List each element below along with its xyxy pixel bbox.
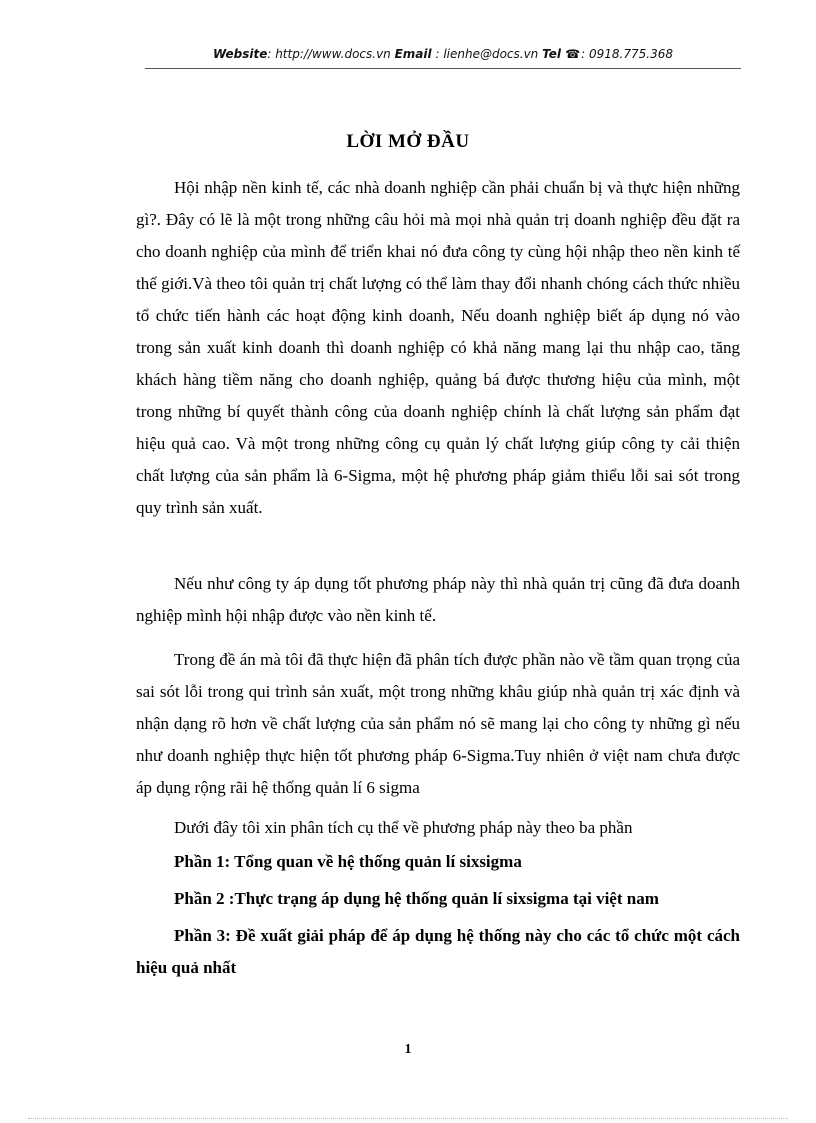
website-url: : http://www.docs.vn	[267, 47, 395, 61]
page-title: LỜI MỞ ĐẦU	[346, 131, 470, 152]
tel-label: Tel	[542, 47, 566, 61]
page-number: 1	[404, 1042, 412, 1057]
part-1-heading: Phần 1: Tổng quan về hệ thống quản lí sixsigma	[174, 852, 522, 871]
email-label: Email	[394, 47, 432, 61]
phone-icon: ☎	[565, 47, 581, 61]
phone-number: : 0918.775.368	[581, 47, 673, 61]
paragraph-project: Trong đề án mà tôi đã thực hiện đã phân tích được phần nào về tầm quan trọng của sai sót lỗi trong qui trình sản xuất, một trong những khâu giúp nhà quản trị xác định và nhận dạng rõ hơn về chất lượng của sản phẩm nó sẽ mang lại cho công ty những gì nếu như doanh nghiệp thực hiện tốt phương pháp 6-Sigma.Tuy nhiên ở việt nam chưa được áp dụng rộng rãi hệ thống quản lí 6 sigma	[136, 650, 740, 797]
website-label: Website	[213, 47, 268, 61]
header-divider	[145, 68, 741, 69]
paragraph-intro: Hội nhập nền kinh tế, các nhà doanh nghiệp cần phải chuẩn bị và thực hiện những gì?. Đây có lẽ là một trong những câu hỏi mà mọi nhà quản trị doanh nghiệp đều đặt ra cho doanh nghiệp của mình để triển khai nó đưa công ty cùng hội nhập theo nền kinh tế thế giới.Và theo tôi quản trị chất lượng có thể làm thay đổi nhanh chóng cách thức nhiều tổ chức tiến hành các hoạt động kinh doanh, Nếu doanh nghiệp biết áp dụng nó vào trong sản xuất kinh doanh thì doanh nghiệp có khả năng mang lại thu nhập cao, tăng khách hàng tiềm năng cho doanh nghiệp, quảng bá được thương hiệu của mình, một trong những bí quyết thành công của doanh nghiệp chính là chất lượng sản phẩm đạt hiệu quả cao. Và một trong những công cụ quản lý chất lượng giúp công ty cải thiện chất lượng của sản phẩm là 6-Sigma, một hệ phương pháp giảm thiểu lỗi sai sót trong quy trình sản xuất.	[136, 178, 740, 517]
document-body	[136, 172, 740, 984]
part-3-heading: Phần 3: Đề xuất giải pháp để áp dụng hệ thống này cho các tổ chức một cách hiệu quả nhất	[136, 926, 740, 977]
paragraph-outline-intro: Dưới đây tôi xin phân tích cụ thể về phương pháp này theo ba phần	[174, 818, 633, 837]
email-address: : lienhe@docs.vn	[431, 47, 543, 61]
paragraph-integration: Nếu như công ty áp dụng tốt phương pháp này thì nhà quản trị cũng đã đưa doanh nghiệp mình hội nhập được vào nền kinh tế.	[136, 574, 740, 625]
part-2-heading: Phần 2 :Thực trạng áp dụng hệ thống quản lí sixsigma tại việt nam	[174, 889, 659, 908]
page-bottom-divider	[28, 1118, 788, 1119]
page-header	[145, 47, 741, 61]
